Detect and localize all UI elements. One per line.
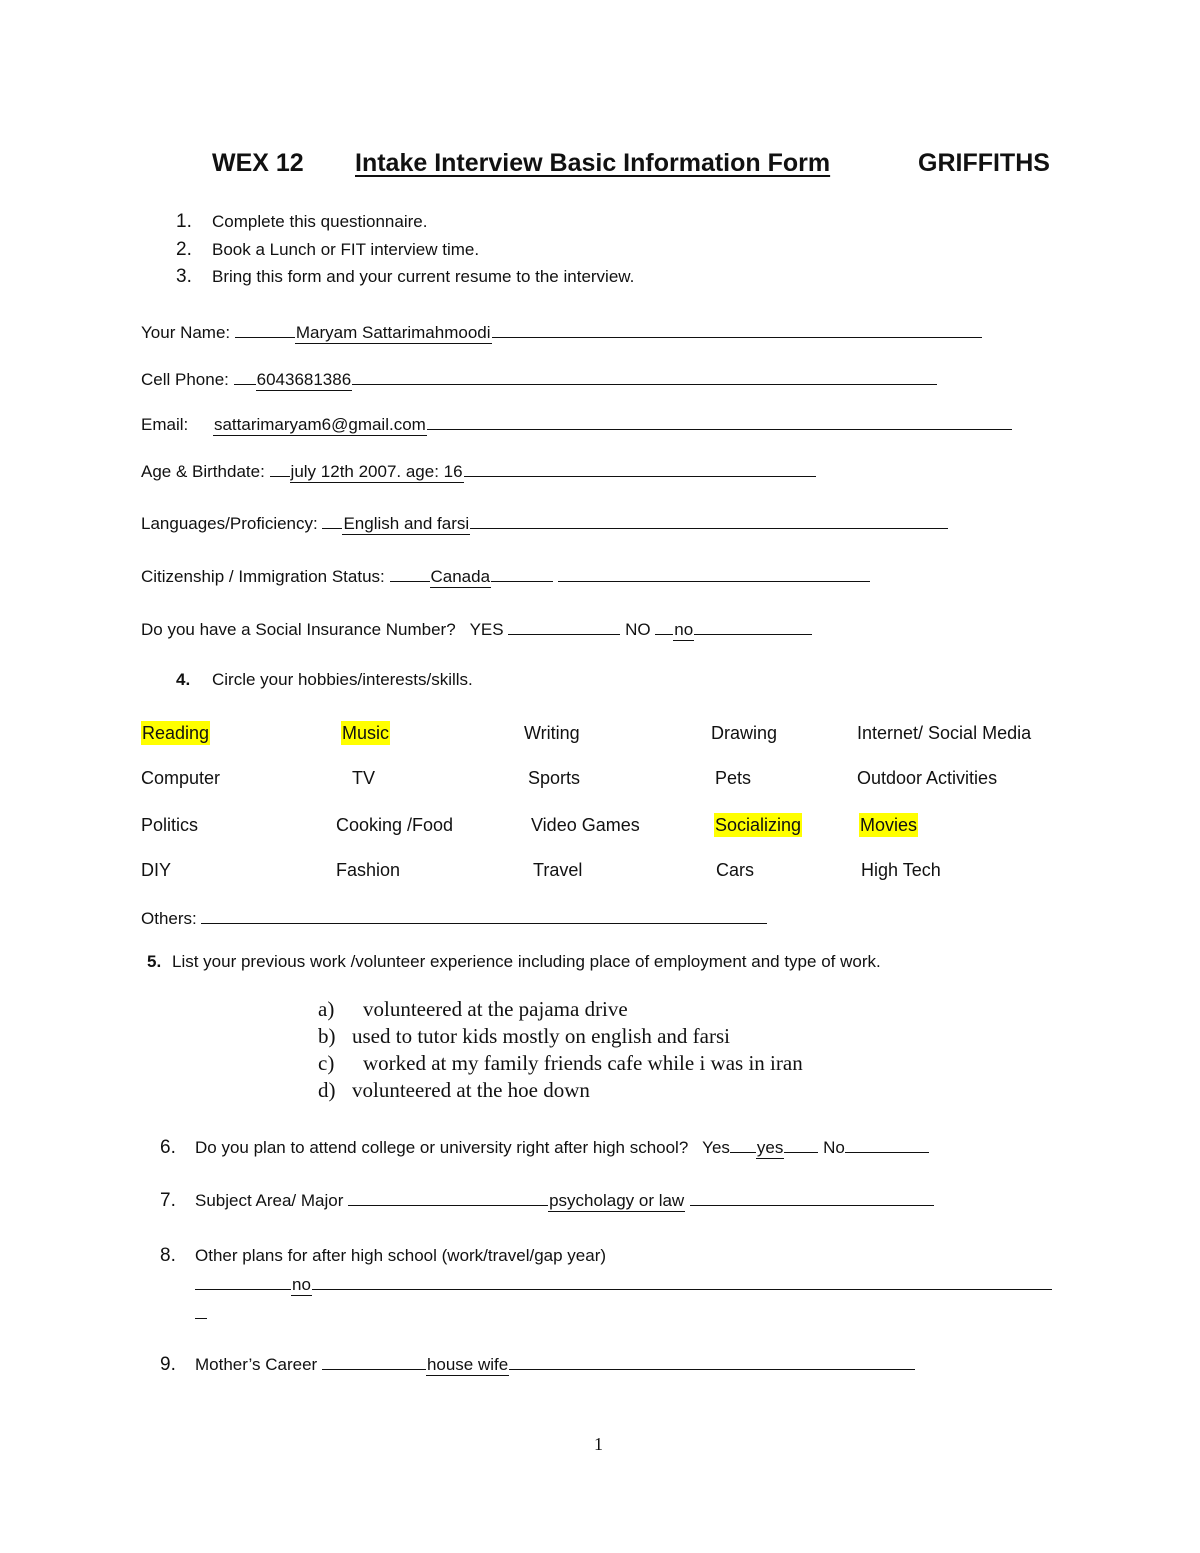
hobby-music[interactable]: Music — [342, 723, 390, 743]
sin-yes-blank[interactable] — [508, 616, 620, 635]
hobby-travel[interactable]: Travel — [533, 860, 583, 880]
hobbies-prompt: 4. Circle your hobbies/interests/skills. — [176, 670, 473, 689]
hobby-writing[interactable]: Writing — [524, 723, 580, 743]
other-plans-answer[interactable] — [195, 1271, 1052, 1297]
instruction-item: 2. Book a Lunch or FIT interview time. — [176, 239, 480, 260]
hobby-high-tech[interactable]: High Tech — [861, 860, 941, 880]
work-item[interactable]: d) volunteered at the hoe down — [318, 1078, 590, 1102]
major-question[interactable]: 7. Subject Area/ Major psycholagy or law — [160, 1187, 934, 1213]
hobby-tv[interactable]: TV — [352, 768, 376, 788]
hobby-diy[interactable]: DIY — [141, 860, 172, 880]
others-field[interactable]: Others: — [141, 905, 767, 931]
name-value[interactable]: Maryam Sattarimahmoodi — [295, 323, 491, 342]
email-value[interactable]: sattarimaryam6@gmail.com — [213, 415, 426, 434]
sin-no-value[interactable]: no — [674, 620, 694, 639]
age-birthdate-field[interactable]: Age & Birthdate: july 12th 2007. age: 16 — [141, 458, 816, 484]
college-question[interactable]: 6. Do you plan to attend college or university right after high school? Yes yes No — [160, 1134, 929, 1160]
work-item[interactable]: b) used to tutor kids mostly on english and farsi — [318, 1024, 730, 1048]
hobby-internet-social-media[interactable]: Internet/ Social Media — [857, 723, 1032, 743]
work-item[interactable]: a) volunteered at the pajama drive — [318, 997, 628, 1021]
others-blank[interactable] — [201, 905, 767, 924]
teacher-name: GRIFFITHS — [918, 149, 1050, 177]
hobby-cooking-food[interactable]: Cooking /Food — [336, 815, 454, 835]
other-plans-value[interactable]: no — [292, 1275, 311, 1294]
college-no-blank[interactable] — [845, 1134, 929, 1153]
cell-phone-value[interactable]: 6043681386 — [256, 370, 352, 389]
cell-phone-field[interactable]: Cell Phone: 6043681386 — [141, 366, 937, 392]
hobby-drawing[interactable]: Drawing — [711, 723, 778, 743]
other-plans-question: 8. Other plans for after high school (work/travel/gap year) — [160, 1245, 607, 1266]
hobby-pets[interactable]: Pets — [715, 768, 752, 788]
mother-career-question[interactable]: 9. Mother’s Career house wife — [160, 1351, 915, 1377]
form-title: Intake Interview Basic Information Form — [355, 149, 831, 177]
hobby-socializing[interactable]: Socializing — [715, 815, 802, 835]
name-field[interactable]: Your Name: Maryam Sattarimahmoodi — [141, 319, 982, 345]
hobby-sports[interactable]: Sports — [528, 768, 581, 788]
hobby-movies[interactable]: Movies — [860, 815, 918, 835]
page-number: 1 — [594, 1434, 603, 1454]
work-item[interactable]: c) worked at my family friends cafe while i was in iran — [318, 1051, 803, 1075]
hobby-outdoor-activities[interactable]: Outdoor Activities — [857, 768, 998, 788]
hobby-politics[interactable]: Politics — [141, 815, 199, 835]
mother-career-value[interactable]: house wife — [426, 1355, 509, 1374]
citizenship-value[interactable]: Canada — [430, 567, 491, 586]
email-field[interactable]: Email: sattarimaryam6@gmail.com — [141, 411, 1012, 437]
hobby-video-games[interactable]: Video Games — [531, 815, 640, 835]
college-yes-value[interactable]: yes — [756, 1138, 784, 1157]
course-code: WEX 12 — [212, 149, 304, 177]
languages-field[interactable]: Languages/Proficiency: English and farsi — [141, 510, 948, 536]
hobby-cars[interactable]: Cars — [716, 860, 755, 880]
languages-value[interactable]: English and farsi — [343, 514, 470, 533]
hobby-fashion[interactable]: Fashion — [336, 860, 401, 880]
major-value[interactable]: psycholagy or law — [549, 1191, 685, 1210]
citizenship-field[interactable]: Citizenship / Immigration Status: Canada — [141, 563, 870, 589]
work-prompt: 5. List your previous work /volunteer experience including place of employment and type of work. — [147, 952, 881, 971]
hobby-reading[interactable]: Reading — [142, 723, 210, 743]
sin-field[interactable]: Do you have a Social Insurance Number? YES NO no — [141, 616, 812, 642]
age-birthdate-value[interactable]: july 12th 2007. age: 16 — [290, 462, 463, 481]
instruction-item: 1. Complete this questionnaire. — [176, 211, 428, 232]
other-plans-continuation[interactable] — [195, 1300, 207, 1324]
instruction-item: 3. Bring this form and your current resume to the interview. — [176, 266, 635, 287]
hobby-computer[interactable]: Computer — [141, 768, 221, 788]
